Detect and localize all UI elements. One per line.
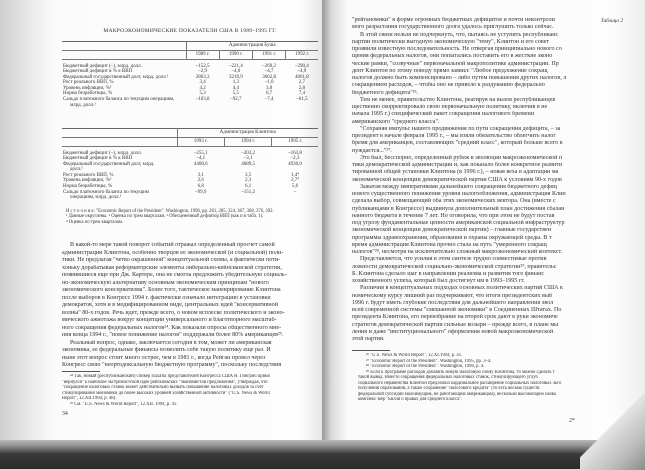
text-line: время администрация Клинтона прочно стала на путь "умеренного сокращ — [352, 241, 547, 248]
table-bush-administration — [62, 41, 318, 108]
text-line: получения образования, а также сохранение "налогового кредита" (то есть весьма существ — [358, 386, 540, 391]
text-line: ныне этот вопрос стоит много острее, чем в 1981 г., когда Рейган провел через — [62, 354, 266, 361]
text-line: комплекс мер "Билля о правах для среднего класса". — [358, 397, 463, 402]
text-line: Это был, бесспорно, определенный рубеж в эволюции макроэкономической п — [360, 154, 563, 161]
text-line: "рейганомики" в форме огромных бюджетных дефицитов и почти неконтроли — [352, 17, 555, 23]
year-header: 1995 г. — [272, 138, 318, 147]
row-label: Рост реального ВВП, % — [63, 172, 114, 178]
text-line: хозяйственного успеха, который был достигнут им в 1993–1995 гг. — [352, 278, 525, 284]
text-line: тики демократической администрации и, как показало более конкретное развити — [352, 162, 563, 168]
text-line: сделала выбор, совмещающий оба этих экономических вектора. Она (вместе с — [352, 198, 556, 205]
cell-value — [252, 103, 285, 109]
cell-value: 3,5 — [245, 172, 252, 178]
cell-value: –255,1 — [193, 150, 208, 156]
text-line: появившиеся еще при Дж. Картере, она не смогла предложить убедительную социаль- — [62, 272, 287, 278]
cell-value: –3,1 — [243, 156, 253, 162]
cell-value: 2863,3 — [195, 74, 210, 80]
text-line: щественно скорректировало свою первоначальную политику, включив в не — [352, 104, 548, 110]
text-line: ⁴ Оценка по трем кварталам. — [66, 219, 124, 225]
cell-value: 4930,0 — [288, 161, 302, 167]
cell-value: 4689,5 — [241, 161, 256, 167]
text-line: Report", 12.XII.1994, p. 48). — [62, 396, 117, 401]
administration-header-row — [62, 129, 318, 138]
cell-value: 5,3 — [199, 91, 206, 97]
text-line: экономической концепции демократической партии) – главные государствен — [352, 227, 552, 234]
table-sources — [66, 209, 274, 225]
text-line: налогов"²⁸, несмотря на исключительно сложный макроэкономический контекст. — [352, 249, 563, 255]
cell-value — [286, 103, 318, 109]
row-label: долл.¹ — [70, 167, 83, 173]
text-line: дент Клинтон по этому поводу прямо заявил: "Любое предложение сокращ — [352, 67, 548, 74]
text-line: В какой-то мере такой поворот событий отражал определенный просчет самой — [70, 242, 275, 248]
row-label: Уровень инфляции, %³ — [63, 85, 112, 91]
row-label: Бюджетный дефицит в % к ВВП — [63, 156, 133, 162]
cell-value: 2,7 — [298, 80, 305, 86]
text-line: бюджетного дефицита"²⁶. — [352, 89, 419, 96]
text-line: ложности демократической социально-экономической стратегии²⁹, правительс — [352, 263, 557, 270]
right-body-text — [352, 17, 645, 343]
cell-value: –151,2 — [241, 189, 256, 195]
year-header: 1989 г. — [186, 51, 219, 60]
text-line: такой вывод. Вместо сокращения федеральных налоговых ставок, стимулирующего углуб — [358, 375, 538, 380]
text-line: Различия в концептуальных подходах основных политических партий США к — [360, 285, 564, 292]
year-header: 1990 г. — [219, 51, 252, 60]
scanner-edge — [0, 440, 645, 469]
cell-value: –163,8 — [288, 150, 302, 156]
cell-value: 6,7 — [265, 91, 273, 97]
year-header: 1991 г. — [252, 51, 285, 60]
text-line: Представляется, что усилия в этом синтезе трудно совместимые против — [360, 256, 547, 263]
text-line: ²⁶ "U.S. News & World Report", 12.XI.1994, p. 41. — [366, 353, 463, 358]
table-row — [62, 103, 318, 109]
cell-value: 5,5 — [232, 91, 239, 97]
cell-value: 7,4 — [298, 91, 305, 97]
cell-value: –221,4 — [228, 63, 243, 69]
text-line: мого разрастания государственного долга удалось приглушить только сейчас. — [352, 24, 554, 31]
text-line: Реальный вопрос, однако, заключается сегодня в том, может ли американская — [70, 339, 272, 346]
cell-value — [186, 103, 219, 109]
text-line: начала 1995 г.) специфический пакет сокращения налогового бремени — [352, 111, 535, 118]
text-line: Конгресс свою "неортодоксальную бюджетную программу", поскольку последствия — [62, 362, 282, 368]
text-line: публиканцами в Конгрессе) выдвинула дополнительный план достижения сбалан — [352, 205, 565, 212]
cell-value: –2,3 — [290, 156, 300, 162]
cell-value: 2,8 — [298, 85, 305, 91]
row-label: Сальдо платежного баланса по текущим операциям, — [63, 97, 175, 103]
table-number: Таблица 2 — [600, 18, 623, 24]
text-line: американского "среднего класса". — [352, 118, 440, 125]
cell-value — [177, 195, 224, 201]
text-line: ческие рамки, "созвучные" первоначальной макрополитике администрации. Пр — [352, 60, 559, 67]
text-line: социального неравенства Клинтон предложил кардинальное расширение социальных налоговых льго — [358, 380, 562, 386]
text-line: ния конца 1994 г., "новое понижение налогов" поддержали более 80% американцев²⁵. — [62, 332, 284, 338]
year-header: 1992 г. — [286, 51, 318, 60]
text-line: Б. Клинтона сделало шаг в направлении реализма и развития того финанс — [352, 270, 545, 277]
cell-value: –103,8 — [195, 97, 210, 103]
text-line: И с т о ч н и к: "Economic Report of the President". Washington, 1996, pp. 281, 285, 324, 367, 368, 376, 392. — [66, 209, 274, 214]
cell-value: –4,1 — [196, 156, 206, 162]
page-curl — [580, 380, 645, 470]
administration-name: Администрация Буша — [186, 42, 318, 51]
text-line: стратегов демократической партии сильные козыри – прежде всего, в плане мы — [352, 321, 559, 328]
cell-value: 2,3 — [245, 178, 252, 184]
text-line: ного сокращения федеральных налогов²⁴. Как показали опросы общественного мне- — [62, 324, 282, 331]
text-line: В этой связи нельзя не подчеркнуть, что, пытаясь не уступить республиканс — [360, 31, 559, 38]
cell-value — [272, 195, 318, 201]
text-line: ²⁹ Если к программе расходов добавить новую налоговую схему Клинтона, то можно сделать т — [366, 369, 555, 375]
text-line: но-экономическую альтернативу основным экономическим принципам "нового — [62, 279, 269, 286]
cell-value: –1,0 — [264, 80, 274, 86]
page-number-left: 34 — [62, 411, 68, 417]
cell-value: 4408,6 — [193, 161, 208, 167]
text-line: партии политически выгодную экономическую "тему", Клинтон и его совет — [352, 38, 550, 45]
text-line: под угрозу фундаментальные ценности американской социальной инфраструктур — [352, 220, 565, 226]
cell-value: –290,4 — [294, 63, 309, 69]
text-line: бремя для американцев, составляющих "средний класс", который больше всего в — [352, 140, 563, 147]
cell-value: –203,2 — [241, 150, 256, 156]
text-line: тированной общей установки Клинтона (в 1996 г.), – новая веха в адаптации ма — [352, 169, 559, 176]
row-label: Сальдо платежного баланса по текущим — [63, 189, 149, 195]
row-label: Уровень инфляции, %³ — [63, 178, 112, 184]
years-row — [62, 138, 318, 147]
text-line: Тем не менее, правительство Клинтона, реагируя на вызов республиканцев — [360, 96, 556, 103]
text-line: всей современной системы "смешанной экономики" в Соединенных Штатах. По — [352, 307, 562, 313]
page-number-right: 2* — [569, 418, 575, 424]
text-line: "Сохраняя импульс нашего продвижения по пути сокращения дефицита, – за — [360, 125, 561, 132]
cell-value: –269,2 — [262, 63, 276, 69]
text-line: ления и даже "институционального" оформления новой макроэкономической — [352, 328, 554, 335]
row-label: Федеральный государственный долг, млрд. долл.¹ — [63, 74, 169, 80]
text-line: президент в начале февраля 1995 г., – мы взяли обязательство облегчить налог — [352, 133, 556, 139]
year-header: 1994 г. — [224, 138, 271, 147]
text-line: федеральной субсидии малоимущим, не работающим американцам), несколько высокопарно назва — [358, 391, 556, 397]
text-line: Зажатая между императивами дальнейшего сокращения бюджетного дефиц — [360, 183, 557, 190]
text-line: нового существенного понижения уровня налогообложения, администрация Клин — [352, 191, 566, 197]
footnote-divider — [62, 371, 100, 372]
years-row — [62, 51, 318, 60]
cell-value: 5,6 — [291, 184, 299, 190]
text-line: проявили известную последовательность. Не отвергая принципиально нового со — [352, 46, 562, 52]
text-line: ²⁵ См. "U.S. News & World Report", 12.XII. 1994, p. 41. — [70, 401, 178, 407]
table-clinton-administration — [62, 128, 318, 201]
row-label: Федеральный государственный долг, млрд. — [63, 161, 155, 167]
text-line: экономика, ее федеральные финансы позволить себе такую политику еще раз. И — [62, 347, 271, 353]
text-line: тики. Не предлагая "четко окрашенной" концептуальной схемы, а фактически поти- — [62, 257, 281, 263]
cell-value: 4061,8 — [294, 74, 309, 80]
text-line: после выборов в Конгресс 1994 г. фактически означало интеграцию в установки — [62, 294, 271, 301]
text-line: ²⁸ "Economic Report of the President". Washington, 1996, p. 4. — [366, 364, 485, 369]
cell-value: –7,4 — [264, 97, 274, 103]
cell-value: 3,4 — [199, 80, 206, 86]
left-body-text — [62, 242, 318, 370]
left-footnotes — [62, 374, 318, 407]
text-line: волны" 80-х годов. Речь идет, прежде всего, о новом всплеске политического и эконо- — [62, 309, 285, 316]
row-label: Бюджетный дефицит (–), млрд. долл. — [63, 63, 142, 69]
cell-value: 3210,9 — [228, 74, 243, 80]
text-line: нанного бюджета в течение 7 лет. Но оговорила, что при этом не будут постав — [352, 212, 555, 219]
text-line: экономического консерватизма". Более того, тактическое маневрирование Клинтона — [62, 287, 281, 293]
cell-value: 1,4⁴ — [290, 172, 299, 178]
text-line: программы здравоохранения, образования и охраны окружающей среды. В т — [352, 234, 552, 241]
text-line: ²⁴ Так, новый (республиканский) спикер Палаты представителей Конгресса США Н. Гингрич прямо — [70, 374, 271, 379]
text-line: стимулирования экономики до более высоких уровней хозяйственной активности" ("U.S. News & World — [62, 390, 270, 396]
cell-value: 2,6 — [197, 178, 204, 184]
cell-value: –99,9 — [195, 189, 207, 195]
cell-value: –4,7 — [264, 69, 274, 75]
text-line: демократов, хотя и в модифицированном виде, центральных идей "консервативной — [62, 302, 278, 308]
cell-value: 4,4 — [232, 85, 239, 91]
cell-value: –4,9 — [297, 69, 307, 75]
text-line: номическому курсу лишний раз подчеркивают, что итоги президентских выб — [352, 292, 553, 299]
table-title: МАКРОЭКОНОМИЧЕСКИЕ ПОКАЗАТЕЛИ США В 1989–1995 ГГ. — [103, 28, 277, 34]
row-label: Норма безработицы, % — [63, 91, 113, 97]
cell-value: 2,7⁴ — [290, 178, 299, 184]
text-line: президента Клинтона, его переизбрание на второй срок дают в руки экономиче — [352, 314, 558, 321]
cell-value: 3,1 — [197, 172, 204, 178]
text-line: этой партии. — [352, 336, 385, 342]
row-label: Бюджетный дефицит в % к ВВП — [63, 69, 133, 75]
year-header: 1993 г. — [177, 138, 224, 147]
footnote-divider — [352, 350, 390, 351]
text-line: мического ажиотажа вокруг концепции универсального и благотворного масштаб- — [62, 317, 277, 323]
administration-name: Администрация Клинтона — [177, 129, 318, 138]
cell-value: 1,3 — [232, 80, 239, 86]
text-line: администрации Клинтона, особенно творцов ее экономической (и социальной) поли- — [62, 249, 284, 256]
row-label: млрд. долл.¹ — [70, 102, 96, 108]
cell-value: 3662,8 — [262, 74, 276, 80]
cell-value: –2,9 — [198, 69, 207, 75]
cell-value: – — [293, 189, 297, 195]
text-line: "вернулся" к наиболее экстремистской идее рейгановских "экономистов предложения", утверждая, что — [62, 379, 268, 385]
administration-header-row — [62, 42, 318, 51]
row-label: Норма безработицы, % — [63, 184, 113, 190]
cell-value: –92,7 — [230, 97, 242, 103]
text-line: хоньку дорабатывая реформаторские элементы либерально-кейнсианской стратегии, — [62, 264, 282, 271]
cell-value: 4,2 — [199, 85, 206, 91]
text-line: ²⁷ "Economic Report of the President". Washington, 1995, pp. 3–4. — [366, 358, 492, 364]
text-line: ¹ Данные округлены. ² Оценка по трем кварталам. ³ Обесцененный дефлятор ВВП (как и в табл. 1). — [66, 214, 264, 220]
text-line: щения федеральных налогов, они попытались поставить его в жесткие эконо — [352, 53, 553, 60]
cell-value: –61,5 — [296, 97, 308, 103]
cell-value: 6,8 — [197, 184, 204, 190]
row-label: операциям, млрд. долл.¹ — [70, 195, 122, 201]
cell-value: 6,1 — [245, 184, 252, 190]
cell-value: –4,0 — [231, 69, 241, 75]
row-label: Бюджетный дефицит (–), млрд. долл. — [63, 150, 142, 156]
text-line: нуждается..."²⁷. — [352, 147, 392, 154]
cell-value: –152,5 — [195, 63, 210, 69]
cell-value — [219, 103, 252, 109]
table-row — [62, 195, 318, 201]
text-line: экономической концепции демократической партии США к условиям 90-х годов — [352, 176, 562, 183]
row-label: Рост реального ВВП, % — [63, 80, 114, 86]
text-line: налогов должно быть компенсировано – либо путем повышения других налогов, л — [352, 75, 567, 81]
cell-value: 3,8 — [265, 85, 273, 91]
cell-value — [224, 195, 271, 201]
text-line: сокращением расходов, – чтобы оно не привело к раздуванию федерально — [352, 82, 545, 89]
text-line: 1996 г. будут иметь глубокие последствия для дальнейшего направления эвол — [352, 299, 554, 306]
text-line: "сокращение налоговых ставок может действительно вызвать повышение налоговых доходов за счет — [62, 385, 264, 390]
